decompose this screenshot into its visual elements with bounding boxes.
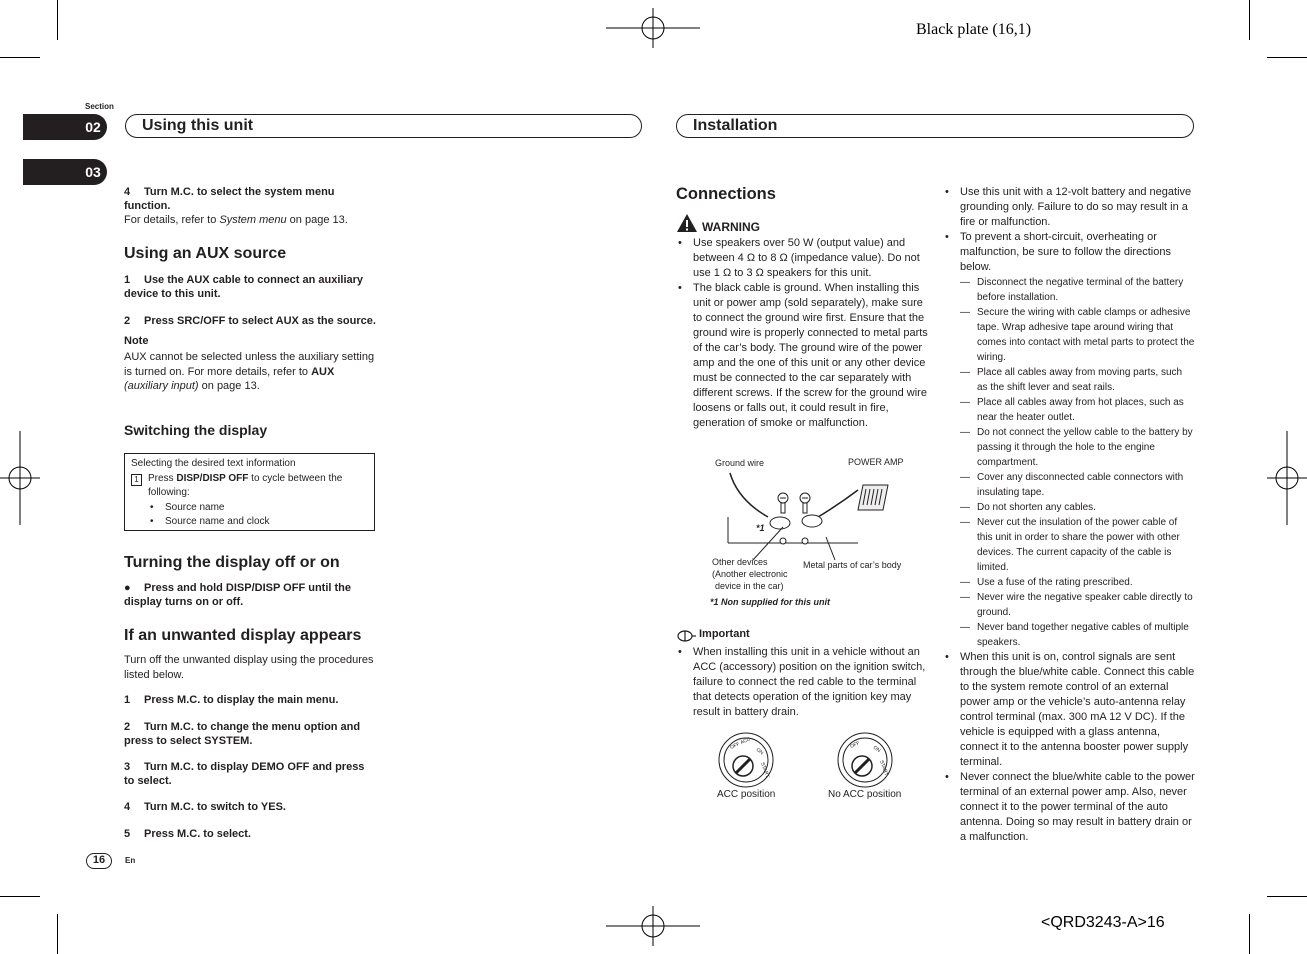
page-number: 16	[86, 853, 112, 869]
document-code: <QRD3243-A>16	[1041, 914, 1165, 931]
step: 2 Press SRC/OFF to select AUX as the source.	[124, 315, 376, 327]
dash-item: — Use a fuse of the rating prescribed.	[960, 575, 1195, 590]
dash-item: — Never wire the negative speaker cable directly to ground.	[960, 590, 1195, 620]
dash-item: — Disconnect the negative terminal of the battery before installation.	[960, 275, 1195, 305]
step: 1 Press M.C. to display the main menu.	[124, 694, 339, 706]
acc-switch-icon	[717, 731, 775, 789]
crop-mark	[1249, 0, 1250, 40]
important-title: Important	[699, 628, 750, 640]
step: 5 Press M.C. to select.	[124, 828, 251, 840]
dash-item: — Do not connect the yellow cable to the battery by passing it through the hole to the engine compartment.	[960, 425, 1195, 470]
crop-mark	[57, 914, 58, 954]
svg-text:OFF: OFF	[849, 740, 861, 750]
list-item: • When this unit is on, control signals are sent through the blue/white cable. Connect this cable to the system remote control of an external power amp or the vehicle’s auto-antenna relay control terminal (max. 300 mA 12 V DC). If the vehicle is equipped with a glass antenna, connect it to the antenna booster power supply terminal.	[943, 650, 1195, 770]
bullet-icon: ●	[124, 582, 131, 594]
crop-mark	[1267, 57, 1307, 58]
diagram-footnote: *1 Non supplied for this unit	[710, 597, 830, 607]
right-column	[943, 185, 1195, 845]
registration-mark	[606, 8, 700, 48]
box-step: 1 Press DISP/DISP OFF to cycle between the following:	[131, 472, 368, 501]
intro-text: Turn off the unwanted display using the procedures listed below.	[124, 654, 374, 681]
diagram-label-other-devices: Other devices (Another electronic device in the car)	[712, 557, 788, 591]
warning-list	[676, 236, 928, 431]
diagram-label-mark: *1	[756, 523, 765, 533]
dash-item: — Do not shorten any cables.	[960, 500, 1195, 515]
registration-mark	[606, 906, 700, 946]
step: 4 Turn M.C. to switch to YES.	[124, 801, 286, 813]
list-item: • Never connect the blue/white cable to the power terminal of an external power amp. Also, never connect it to the power terminal of the auto antenna. Doing so may result in battery drain or a malfunction.	[943, 770, 1195, 845]
section-header-left: Using this unit	[125, 114, 642, 138]
plate-label: Black plate (16,1)	[916, 21, 1032, 38]
heading-unwanted-display: If an unwanted display appears	[124, 627, 362, 644]
diagram-label-ground-wire: Ground wire	[715, 458, 765, 468]
crop-mark	[0, 57, 40, 58]
heading-aux-source: Using an AUX source	[124, 245, 287, 262]
list-item: • To prevent a short-circuit, overheating or malfunction, be sure to follow the directions below.	[943, 230, 1195, 275]
box-item: • Source name	[150, 501, 225, 513]
step: 1 Use the AUX cable to connect an auxiliary device to this unit.	[124, 274, 364, 300]
acc-position-label: ACC position	[717, 789, 776, 800]
instruction-box	[124, 453, 375, 531]
section-tab-02: 02	[23, 114, 107, 140]
language-label: En	[125, 856, 136, 865]
crop-mark	[57, 0, 58, 40]
heading-connections: Connections	[676, 185, 776, 203]
crop-mark	[0, 896, 40, 897]
aux-steps	[124, 273, 377, 394]
warning-icon	[676, 213, 698, 233]
crop-mark	[1249, 914, 1250, 954]
note-title: Note	[124, 335, 149, 347]
svg-text:START: START	[878, 759, 890, 777]
svg-text:ON: ON	[871, 744, 882, 754]
registration-mark	[1267, 431, 1307, 525]
dash-item: — Place all cables away from hot places, such as near the heater outlet.	[960, 395, 1195, 425]
heading-switching-display: Switching the display	[124, 422, 268, 438]
step: 4 Turn M.C. to select the system menu function.	[124, 186, 335, 212]
svg-text:OFF ACC: OFF ACC	[729, 736, 752, 751]
dash-item: — Place all cables away from moving parts, such as the shift lever and seat rails.	[960, 365, 1195, 395]
registration-mark	[0, 431, 40, 525]
crop-mark	[1267, 896, 1307, 897]
svg-text:START: START	[759, 761, 771, 779]
dash-item: — Secure the wiring with cable clamps or adhesive tape. Wrap adhesive tape around wiring that comes into contact with metal parts to protect the wiring.	[960, 305, 1195, 365]
step-detail: For details, refer to System menu on page 13.	[124, 214, 348, 226]
note-text: AUX cannot be selected unless the auxiliary setting is turned on. For more details, refer to AUX (auxiliary input) on page 13.	[124, 351, 375, 392]
step: 3 Turn M.C. to display DEMO OFF and press to select.	[124, 761, 365, 787]
dash-item: — Cover any disconnected cable connectors with insulating tape.	[960, 470, 1195, 500]
no-acc-position-label: No ACC position	[828, 789, 902, 800]
unwanted-steps	[124, 653, 377, 841]
off-step: ● Press and hold DISP/DISP OFF until the display turns on or off.	[124, 582, 351, 608]
list-item: • Use speakers over 50 W (output value) and between 4 Ω to 8 Ω (impedance value). Do not use 1 Ω to 3 Ω speakers for this unit.	[676, 236, 928, 281]
box-title: Selecting the desired text information	[131, 458, 296, 469]
heading-display-off-on: Turning the display off or on	[124, 554, 340, 571]
left-column	[124, 185, 377, 228]
step: 2 Turn M.C. to change the menu option and press to select SYSTEM.	[124, 721, 361, 747]
section-header-right: Installation	[676, 114, 1194, 138]
box-item: • Source name and clock	[150, 516, 270, 527]
dash-item: — Never cut the insulation of the power cable of this unit in order to share the power with other devices. The current capacity of the cable is limited.	[960, 515, 1195, 575]
diagram-label-power-amp: POWER AMP	[848, 457, 904, 467]
warning-title: WARNING	[702, 220, 760, 234]
section-tab-03: 03	[23, 159, 107, 185]
no-acc-switch-icon	[836, 731, 894, 789]
important-icon	[676, 629, 696, 643]
list-item: • When installing this unit in a vehicle without an ACC (accessory) position on the ignition switch, failure to connect the red cable to the terminal that detects operation of the ignition key may result in battery drain.	[676, 645, 928, 720]
section-label: Section	[85, 102, 114, 111]
step-number-badge: 1	[131, 474, 142, 486]
diagram-label-metal-parts: Metal parts of car’s body	[803, 560, 902, 570]
svg-text:ON: ON	[754, 746, 765, 757]
list-item: • The black cable is ground. When installing this unit or power amp (sold separately), make sure to connect the ground wire first. Ensure that the ground wire is properly connected to metal parts of the car’s body. The ground wire of the power amp and the one of this unit or any other device must be connected to the car separately with different screws. If the screw for the ground wire loosens or falls out, it could result in fire, generation of smoke or malfunction.	[676, 281, 928, 431]
dash-item: — Never band together negative cables of multiple speakers.	[960, 620, 1195, 650]
list-item: • Use this unit with a 12-volt battery and negative grounding only. Failure to do so may result in a fire or malfunction.	[943, 185, 1195, 230]
important-list	[676, 645, 928, 720]
